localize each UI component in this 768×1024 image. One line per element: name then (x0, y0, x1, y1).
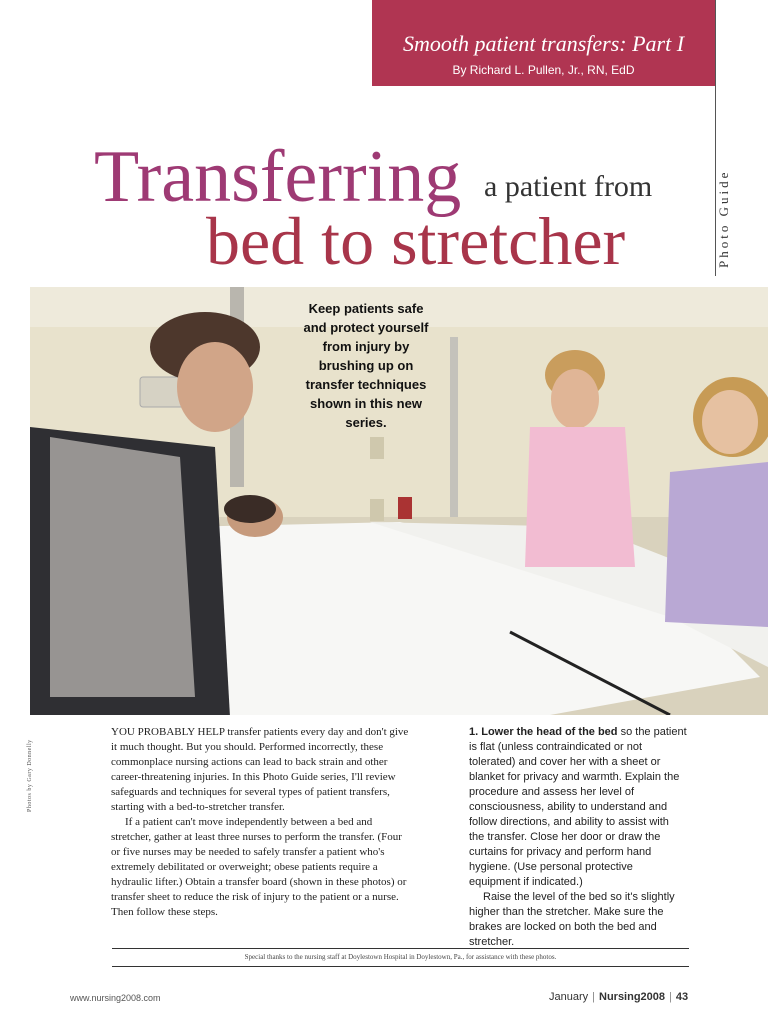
headline-bed-to-stretcher: bed to stretcher (206, 203, 626, 279)
footer-magazine: Nursing2008 (599, 991, 666, 1003)
body-column-left (111, 725, 411, 920)
page-number: 43 (675, 991, 689, 1003)
body-paragraph: If a patient can't move independently between a bed and stretcher, gather at least three nurses to perform the transfer. (Four or five nurses may be needed to safely transfer a patient who's extremely debilitated or overweight; obese patients require a hydraulic lifter.) Obtain a transfer board (shown in these photos) or transfer sheet to reduce the risk of injury to the patient or a nurse. Then follow these steps. (111, 816, 407, 918)
footer-month: January (549, 991, 589, 1003)
headline-a-patient-from: a patient from (484, 170, 653, 203)
photo-callout: Keep patients safe and protect yourself from injury by brushing up on transfer techniques shown in this new series. (303, 301, 429, 430)
photo-credit: Photos by Gary Donnelly (27, 739, 33, 812)
footer-folio (549, 991, 688, 1003)
series-title: Smooth patient transfers: Part I (402, 31, 685, 56)
step-1-followup: Raise the level of the bed so it's slightly higher than the stretcher. Make sure the brakes are locked on both the bed and stretcher. (469, 891, 675, 948)
section-label: Photo Guide (716, 169, 731, 268)
step-1-paragraph (469, 725, 687, 890)
acknowledgment: Special thanks to the nursing staff at Doylestown Hospital in Doylestown, Pa., for assistance with these photos. (112, 948, 689, 967)
folio-divider: | (592, 991, 595, 1003)
series-banner (372, 0, 715, 86)
footer-url[interactable]: www.nursing2008.com (70, 993, 161, 1003)
folio-divider: | (669, 991, 672, 1003)
hero-photo (30, 287, 768, 715)
byline: By Richard L. Pullen, Jr., RN, EdD (452, 63, 635, 77)
step-1-text: so the patient is flat (unless contraindicated or not tolerated) and cover her with a sheet or blanket for privacy and warmth. Explain the procedure and assess her level of consciousness, ability to understand and follow directions, and ability to assist with the transfer. Close her door or draw the curtains for privacy and perform hand hygiene. (Use personal protective equipment if indicated.) (469, 726, 687, 888)
headline-transferring: Transferring (94, 136, 462, 218)
body-column-right (469, 725, 687, 950)
intro-paragraph: YOU PROBABLY HELP transfer patients every day and don't give it much thought. But you should. Performed incorrectly, these commonplace nursing actions can lead to back strain and other career-threatening injuries. In this Photo Guide series, I'll review safeguards and techniques for several types of patient transfers, starting with a bed-to-stretcher transfer. (111, 726, 409, 813)
step-1-heading: 1. Lower the head of the bed (469, 726, 618, 738)
